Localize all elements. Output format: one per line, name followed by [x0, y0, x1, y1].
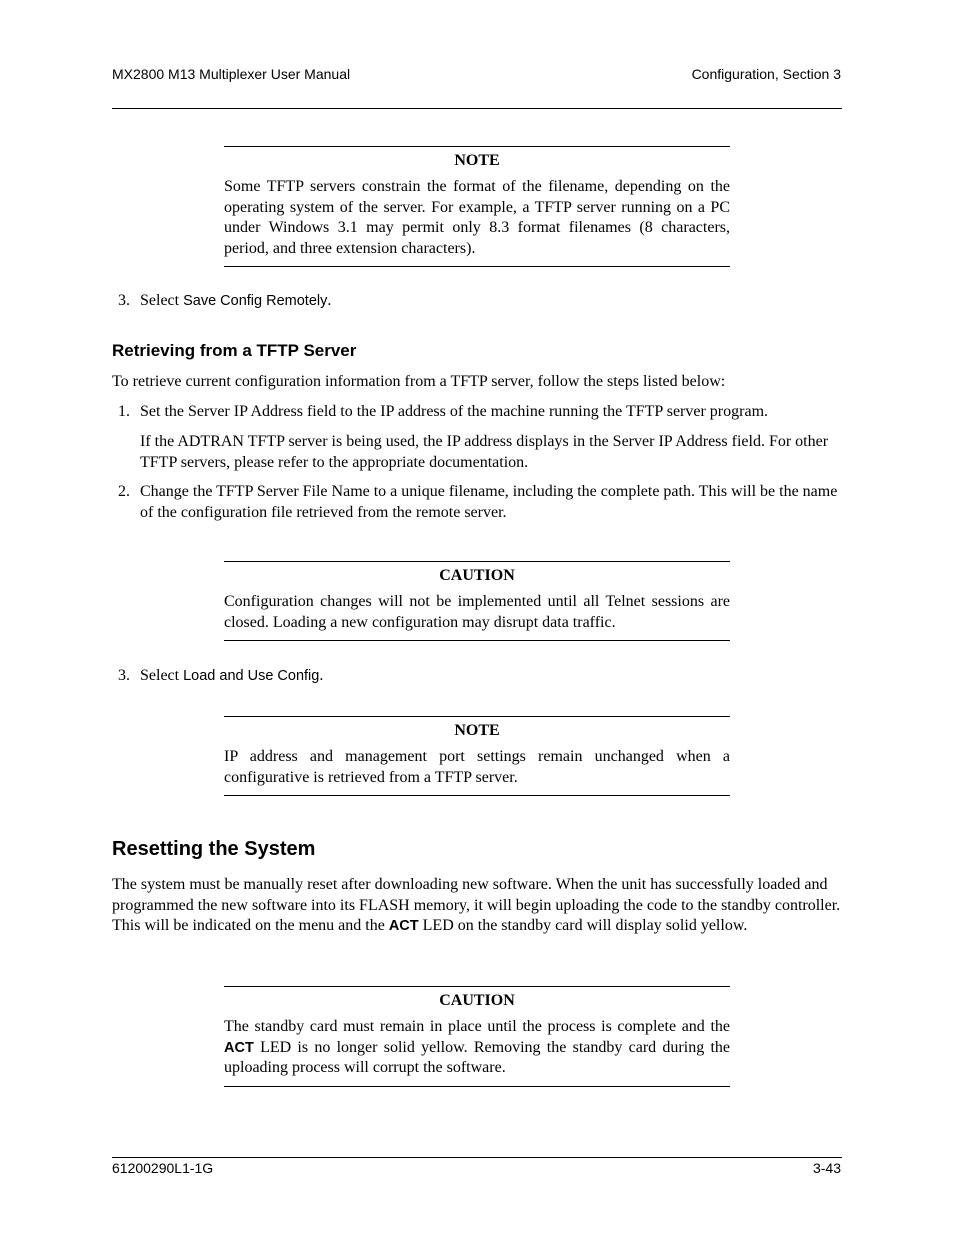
caution-text-before: The standby card must remain in place until the process is complete and the: [224, 1018, 730, 1035]
step-set-server-ip: Set the Server IP Address field to the IP address of the machine running the TFTP server program.: [140, 403, 769, 420]
act-led-label: ACT: [224, 1039, 254, 1056]
footer-document-number: 61200290L1-1G: [112, 1160, 214, 1176]
footer-divider: [112, 1157, 842, 1158]
caution-text-after: LED is no longer solid yellow. Removing the standby card during the uploading process will corrupt the software.: [224, 1038, 730, 1076]
note-box-ip-settings: [224, 716, 730, 796]
step-number: 3.: [118, 292, 130, 309]
act-led-label: ACT: [388, 918, 419, 934]
header-divider: [112, 108, 842, 109]
step-set-server-ip-detail: If the ADTRAN TFTP server is being used, the IP address displays in the Server IP Address field. For other TFTP servers, please refer to the appropriate documentation.: [140, 433, 829, 471]
step-prefix: Select: [140, 667, 184, 684]
caution-title: CAUTION: [439, 567, 515, 584]
caution-body: Configuration changes will not be implemented until all Telnet sessions are closed. Loading a new configuration may disrupt data traffic.: [224, 593, 730, 631]
reset-text-before: The system must be manually reset after downloading new software. When the unit has successfully loaded and programmed the new software into its FLASH memory, it will begin uploading the code to the standby controller. This will be indicated on the menu and the: [112, 876, 841, 934]
caution-box-standby-card: [224, 986, 730, 1087]
note-box-filename: [224, 146, 730, 267]
caution-title: CAUTION: [439, 992, 515, 1009]
footer-page-number: 3-43: [812, 1160, 841, 1176]
step-prefix: Select: [140, 292, 184, 309]
note-title: NOTE: [454, 722, 500, 739]
note-body: IP address and management port settings remain unchanged when a configurative is retrieved from a TFTP server.: [224, 748, 730, 786]
reset-text-after: LED on the standby card will display solid yellow.: [418, 917, 748, 934]
step-suffix: .: [327, 292, 332, 309]
note-title: NOTE: [454, 152, 500, 169]
step-number: 1.: [118, 403, 130, 420]
section-heading-retrieving: Retrieving from a TFTP Server: [112, 341, 357, 360]
caution-body: [224, 1017, 730, 1079]
retrieve-intro: To retrieve current configuration information from a TFTP server, follow the steps listed below:: [112, 373, 726, 390]
step-number: 3.: [118, 667, 130, 684]
step-suffix: .: [319, 667, 324, 684]
step-number: 2.: [118, 483, 130, 500]
menu-item-load-and-use-config: Load and Use Config: [183, 668, 320, 684]
reset-paragraph: [112, 875, 842, 937]
note-body: Some TFTP servers constrain the format of the filename, depending on the operating system of the server. For example, a TFTP server running on a PC under Windows 3.1 may permit only 8.3 format filenames (8 characters, period, and three extension characters).: [224, 178, 730, 257]
step-change-filename: Change the TFTP Server File Name to a unique filename, including the complete path. This will be the name of the configuration file retrieved from the remote server.: [140, 483, 838, 521]
menu-item-save-config-remotely: Save Config Remotely: [183, 293, 328, 309]
step-load-config: [140, 666, 842, 687]
header-section: Configuration, Section 3: [691, 66, 841, 82]
section-heading-resetting: Resetting the System: [112, 838, 316, 860]
header-manual-title: MX2800 M13 Multiplexer User Manual: [112, 66, 351, 82]
caution-box-telnet: [224, 561, 730, 641]
step-save-config: [140, 291, 842, 312]
